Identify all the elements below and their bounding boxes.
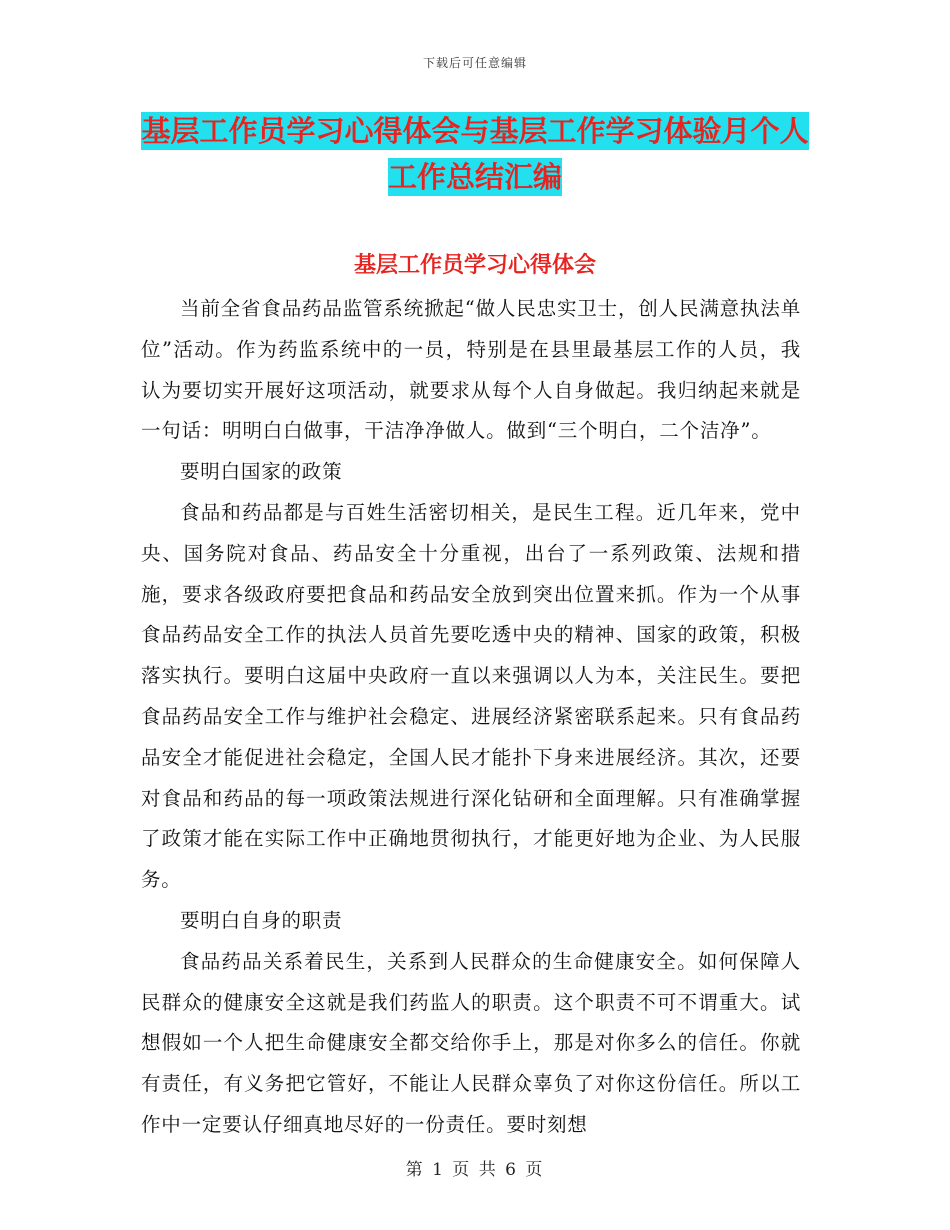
paragraph-duty: 食品药品关系着民生，关系到人民群众的生命健康安全。如何保障人民群众的健康安全这就是我们药监人的职责。这个职责不可不谓重大。试想假如一个人把生命健康安全都交给你手上，那是对你多么的信任。你就有责任，有义务把它管好，不能让人民群众辜负了对你这份信任。所以工作中一定要认仔细真地尽好的一份责任。要时刻想 <box>141 949 801 1136</box>
paragraph-policy: 食品和药品都是与百姓生活密切相关，是民生工程。近几年来，党中央、国务院对食品、药品安全十分重视，出台了一系列政策、法规和措施，要求各级政府要把食品和药品安全放到突出位置来抓。作为一个从事食品药品安全工作的执法人员首先要吃透中央的精神、国家的政策，积极落实执行。要明白这届中央政府一直以来强调以人为本，关注民生。要把食品药品安全工作与维护社会稳定、进展经济紧密联系起来。只有食品药品安全才能促进社会稳定，全国人民才能扑下身来进展经济。其次，还要对食品和药品的每一项政策法规进行深化钻研和全面理解。只有准确掌握了政策才能在实际工作中正确地贯彻执行，才能更好地为企业、为人民服务。 <box>141 500 801 892</box>
subheading-policy: 要明白国家的政策 <box>180 460 343 484</box>
header-note: 下载后可任意编辑 <box>422 56 527 70</box>
document-title <box>140 108 810 200</box>
section-title: 基层工作员学习心得体会 <box>353 252 596 278</box>
subheading-duty: 要明白自身的职责 <box>180 908 343 932</box>
document-body <box>141 289 801 1146</box>
title-line-2: 工作总结汇编 <box>387 160 562 194</box>
title-line-1: 基层工作员学习心得体会与基层工作学习体验月个人 <box>141 114 809 148</box>
paragraph-intro: 当前全省食品药品监管系统掀起“做人民忠实卫士，创人民满意执法单位”活动。作为药监系统中的一员，特别是在县里最基层工作的人员，我认为要切实开展好这项活动，就要求从每个人自身做起。我归纳起来就是一句话：明明白白做事，干洁净净做人。做到“三个明白，二个洁净”。 <box>141 297 801 443</box>
page-number: 第 1 页 共 6 页 <box>405 1160 545 1180</box>
